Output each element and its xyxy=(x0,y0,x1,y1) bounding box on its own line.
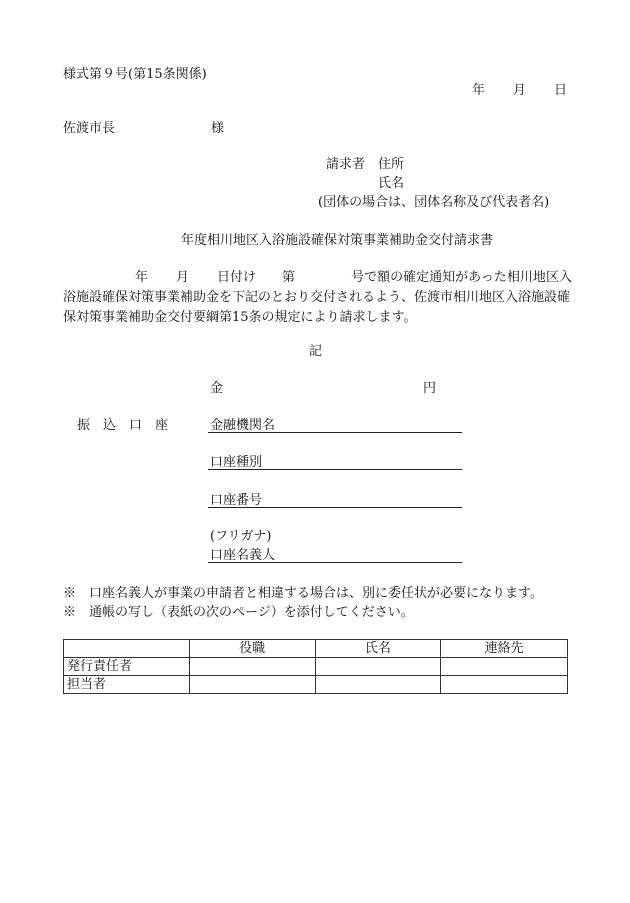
date-day-label: 日 xyxy=(554,83,568,98)
contact-table-header-position: 役職 xyxy=(189,640,315,658)
furigana-label: (フリガナ) xyxy=(210,529,272,544)
amount-label: 金 xyxy=(210,381,224,396)
contact-row-label: 担当者 xyxy=(64,676,190,694)
amount-unit: 円 xyxy=(423,381,437,396)
contact-position-cell[interactable] xyxy=(189,658,315,676)
requester-address-label: 住所 xyxy=(378,157,405,172)
contact-name-cell[interactable] xyxy=(315,676,441,694)
bank-transfer-label: 振 込 口 座 xyxy=(77,418,169,433)
ki-heading: 記 xyxy=(309,344,323,359)
contact-position-cell[interactable] xyxy=(189,676,315,694)
body-number-prefix: 第 xyxy=(282,270,296,285)
contact-name-cell[interactable] xyxy=(315,658,441,676)
document-title: 年度相川地区入浴施設確保対策事業補助金交付請求書 xyxy=(181,233,494,248)
date-line xyxy=(472,84,567,97)
table-row xyxy=(64,676,568,694)
account-type-field-label: 口座種別 xyxy=(210,455,263,470)
contact-row-label: 発行責任者 xyxy=(64,658,190,676)
addressee-title: 佐渡市長 xyxy=(63,121,116,136)
form-number: 様式第９号(第15条関係) xyxy=(63,67,207,82)
contact-phone-cell[interactable] xyxy=(441,676,568,694)
account-type-field-line[interactable] xyxy=(208,469,462,470)
account-holder-field-label: 口座名義人 xyxy=(210,548,276,563)
contact-table-header-contact: 連絡先 xyxy=(441,640,568,658)
account-holder-field-line[interactable] xyxy=(208,562,462,563)
requester-name-label: 氏名 xyxy=(378,176,405,191)
contact-table-header-name: 氏名 xyxy=(315,640,441,658)
contact-phone-cell[interactable] xyxy=(441,658,568,676)
addressee-honorific: 様 xyxy=(211,121,225,136)
contact-table-header-blank xyxy=(64,640,190,658)
note-item: ※ 通帳の写し（表紙の次のページ）を添付してください。 xyxy=(63,605,414,620)
body-month: 月 xyxy=(176,270,190,285)
date-month-label: 月 xyxy=(513,83,527,98)
institution-field-label: 金融機関名 xyxy=(210,418,276,433)
date-year-label: 年 xyxy=(472,83,486,98)
contact-table-header-row xyxy=(64,640,568,658)
body-dated: 日付け xyxy=(217,270,257,285)
note-item: ※ 口座名義人が事業の申請者と相違する場合は、別に委任状が必要になります。 xyxy=(63,586,543,601)
body-year: 年 xyxy=(135,270,149,285)
body-remaining-text: 区入浴施設確保対策事業補助金を下記のとおり交付されるよう、佐渡市相川地区入浴施設確保対策事業補助金交付要綱第15条の規定により請求します。 xyxy=(63,270,572,325)
body-paragraph xyxy=(63,268,573,328)
account-number-field-label: 口座番号 xyxy=(210,493,263,508)
requester-group-note: (団体の場合は、団体名称及び代表者名) xyxy=(318,195,550,210)
requester-label: 請求者 xyxy=(326,157,366,172)
contact-table xyxy=(63,639,568,694)
body-number-suffix: 号で額の確定通知があった相川地 xyxy=(351,270,546,285)
institution-field-line[interactable] xyxy=(208,432,462,433)
account-number-field-line[interactable] xyxy=(208,507,462,508)
table-row xyxy=(64,658,568,676)
